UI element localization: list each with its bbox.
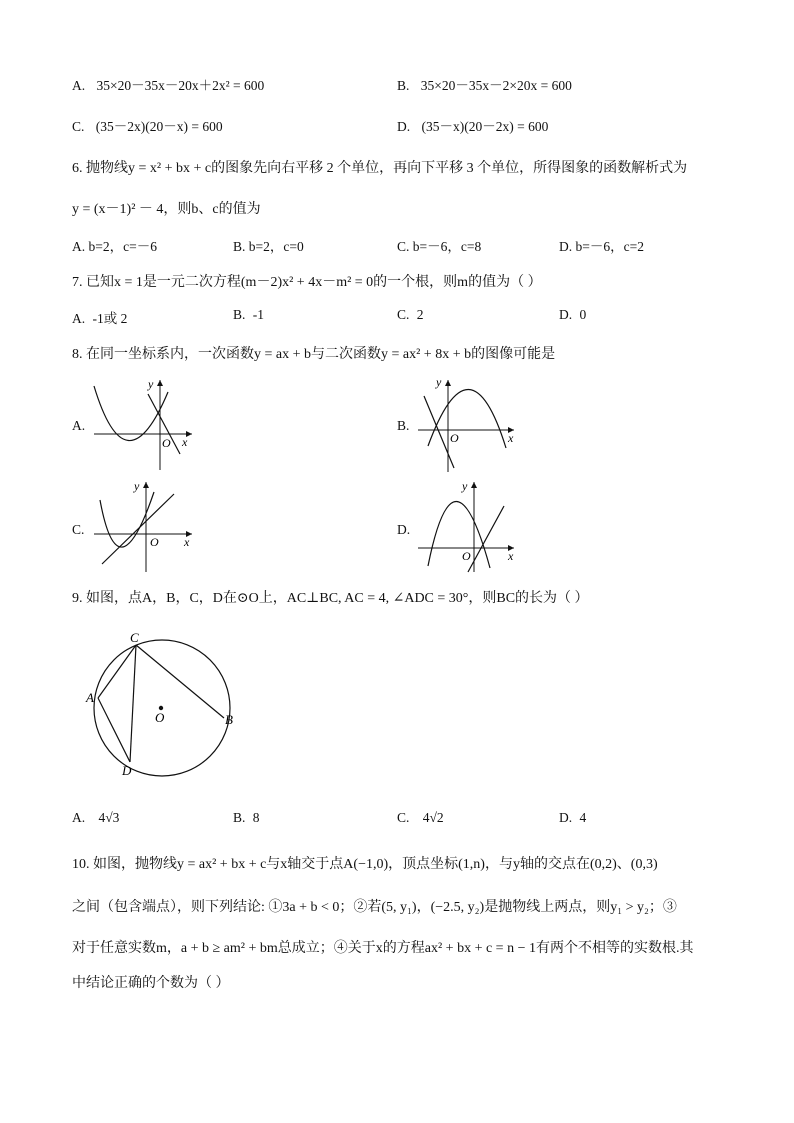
q7-option-a-text: -1或 2 (92, 311, 128, 326)
q10-stem-line2: 之间（包含端点），则下列结论: ①3a + b < 0；②若(5, y₁)，(−2.5, y₂)是抛物线上两点，则y₁ > y₂；③ (72, 900, 677, 915)
q10-stem-line3: 对于任意实数m，a + b ≥ am² + bm总成立；④关于x的方程ax² + bx + c = n − 1有两个不相等的实数根.其 (72, 941, 694, 956)
q9-option-c-text: 4√2 (422, 810, 444, 825)
q5-option-c-text: (35－2x)(20－x) = 600 (95, 119, 223, 134)
linear-line (102, 494, 174, 564)
q7-option-d-text: 0 (579, 307, 587, 322)
q6-option-a-label: A. (72, 239, 86, 254)
chord-cd (130, 645, 136, 762)
q5-option-a (72, 74, 264, 94)
parabola-curve (428, 501, 490, 568)
q6-option-b-label: B. (233, 239, 246, 254)
q5-option-c (72, 115, 223, 135)
q7-option-c-label: C. (397, 307, 410, 322)
q9-option-d-label: D. (559, 810, 573, 825)
x-axis-label: x (182, 435, 188, 449)
q9-option-a-text: 4√3 (98, 810, 120, 825)
y-axis-label: y (436, 375, 442, 389)
q7-stem: 7. 已知x = 1是一元二次方程(m－2)x² + 4x－m² = 0的一个根，则m的值为（ ） (72, 275, 542, 290)
q9-stem: 9. 如图，点A，B，C，D在⊙O上，AC⊥BC, AC = 4, ∠ADC = 30°，则BC的长为（ ） (72, 591, 589, 606)
q9-circle-figure (82, 628, 242, 780)
q9-option-c (397, 810, 444, 826)
q5-option-d-text: (35－x)(20－2x) = 600 (421, 119, 549, 134)
q8-graph-c (88, 476, 200, 576)
q10-stem-line4: 中结论正确的个数为（ ） (72, 976, 230, 991)
q6-option-a-text: b=2，c=－6 (88, 239, 157, 254)
point-a-label: A (86, 690, 94, 705)
q8-graph-d (414, 476, 526, 576)
q9-option-a (72, 810, 119, 826)
q5-option-d (397, 115, 548, 135)
q6-option-d-text: b=－6，c=2 (575, 239, 644, 254)
point-c-label: C (130, 630, 139, 645)
q6-option-c-label: C. (397, 239, 410, 254)
y-axis-arrow-icon (445, 380, 451, 386)
q9-option-b (233, 810, 260, 826)
q9-option-a-label: A. (72, 810, 86, 825)
q10-stem-line1: 10. 如图，抛物线y = ax² + bx + c与x轴交于点A(−1,0)，顶点坐标(1,n)，与y轴的交点在(0,2)、(0,3) (72, 857, 658, 872)
q6-option-a (72, 235, 157, 255)
y-axis-label: y (134, 479, 140, 493)
q9-option-b-text: 8 (252, 810, 260, 825)
q6-stem-line2: y = (x－1)² － 4，则b、c的值为 (72, 202, 261, 217)
q7-option-a (72, 307, 127, 327)
origin-label: O (462, 549, 471, 563)
origin-label: O (162, 436, 171, 450)
q9-option-d (559, 810, 586, 826)
q6-option-d-label: D. (559, 239, 573, 254)
origin-label: O (150, 535, 159, 549)
q8-stem: 8. 在同一坐标系内，一次函数y = ax + b与二次函数y = ax² + 8x + b的图像可能是 (72, 347, 556, 362)
chord-cb (136, 645, 224, 718)
q6-stem-line1: 6. 抛物线y = x² + bx + c的图象先向右平移 2 个单位，再向下平移 3 个单位，所得图象的函数解析式为 (72, 161, 688, 176)
parabola-curve (428, 389, 506, 448)
q5-option-b-text: 35×20－35x－2×20x = 600 (420, 78, 572, 93)
q5-option-c-label: C. (72, 119, 85, 134)
q6-option-c (397, 235, 481, 255)
x-axis-label: x (508, 431, 514, 445)
point-b-label: B (225, 712, 233, 727)
q5-option-d-label: D. (397, 119, 411, 134)
q7-option-b (233, 307, 264, 323)
q5-option-b-label: B. (397, 78, 410, 93)
point-d-label: D (122, 763, 132, 778)
y-axis-arrow-icon (143, 482, 149, 488)
point-o-label: O (155, 710, 165, 725)
q5-option-a-label: A. (72, 78, 86, 93)
chord-ca (98, 645, 136, 698)
q8-option-d-label: D. (397, 522, 411, 537)
q7-option-c-text: 2 (416, 307, 424, 322)
chord-ad (98, 698, 130, 762)
q7-option-d-label: D. (559, 307, 573, 322)
q5-option-b (397, 74, 572, 94)
q6-option-b (233, 235, 304, 255)
q8-graph-a (88, 372, 200, 476)
q8-graph-b (414, 372, 526, 476)
parabola-curve (94, 386, 168, 441)
origin-label: O (450, 431, 459, 445)
q8-option-b-label: B. (397, 418, 410, 433)
q7-option-b-text: -1 (252, 307, 265, 322)
q7-option-d (559, 307, 586, 323)
y-axis-label: y (148, 377, 154, 391)
q6-option-d (559, 235, 644, 255)
q7-option-a-label: A. (72, 311, 86, 326)
q9-option-b-label: B. (233, 810, 246, 825)
q9-option-c-label: C. (397, 810, 410, 825)
linear-line (468, 506, 504, 572)
y-axis-arrow-icon (157, 380, 163, 386)
y-axis-label: y (462, 479, 468, 493)
q7-option-c (397, 307, 424, 323)
q6-option-c-text: b=－6，c=8 (412, 239, 482, 254)
q6-option-b-text: b=2，c=0 (248, 239, 304, 254)
q8-option-c-label: C. (72, 522, 85, 537)
q5-option-a-text: 35×20－35x－20x＋2x² = 600 (96, 78, 265, 93)
x-axis-label: x (508, 549, 514, 563)
q7-option-b-label: B. (233, 307, 246, 322)
q8-option-a-label: A. (72, 418, 86, 433)
x-axis-label: x (184, 535, 190, 549)
q9-option-d-text: 4 (579, 810, 587, 825)
y-axis-arrow-icon (471, 482, 477, 488)
